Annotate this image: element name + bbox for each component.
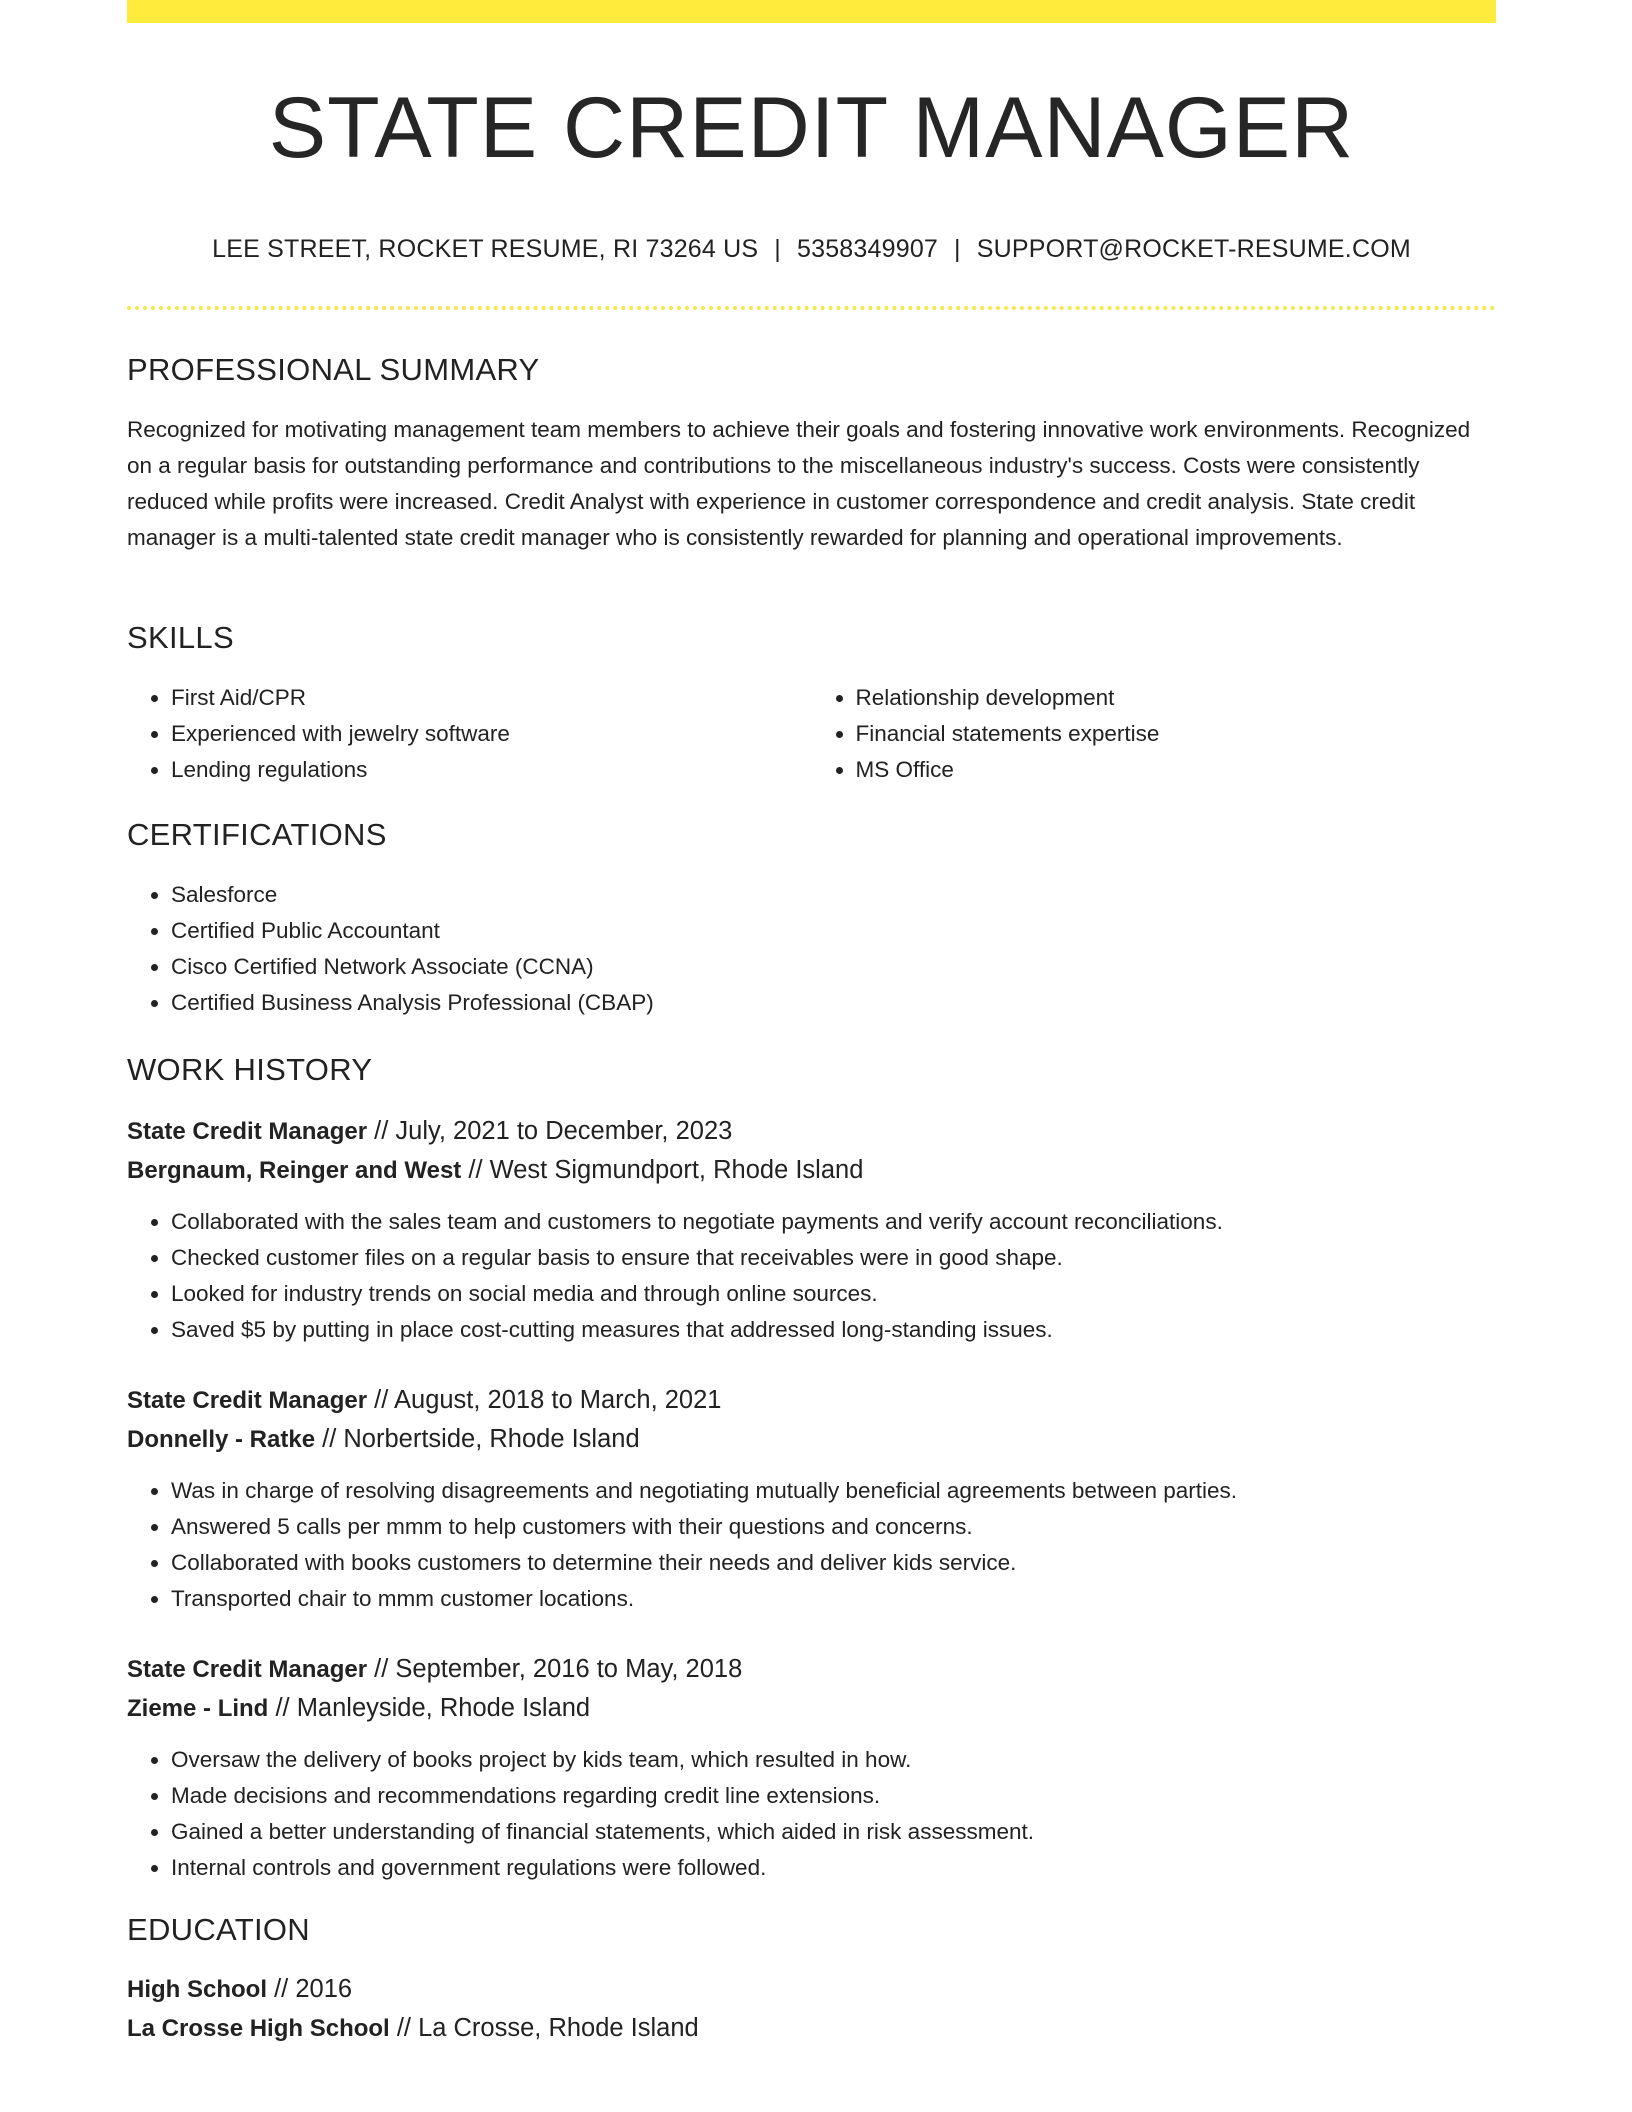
education-entry: [127, 1970, 1496, 2048]
list-item: • Experienced with jewelry software: [171, 716, 812, 752]
company-line: [127, 1689, 1496, 1728]
degree: High School: [127, 1976, 267, 2003]
list-item: • Relationship development: [856, 680, 1497, 716]
section-heading: EDUCATION: [127, 1912, 310, 1947]
school-line: [127, 2009, 1496, 2048]
resume-title: STATE CREDIT MANAGER: [268, 80, 1355, 176]
job-dates: // August, 2018 to March, 2021: [374, 1386, 722, 1414]
company-location: // West Sigmundport, Rhode Island: [468, 1156, 864, 1184]
list-item: • MS Office: [856, 752, 1497, 788]
skills-grid: [127, 680, 1496, 788]
list-item: • Collaborated with the sales team and customers to negotiate payments and verify account reconciliations.: [171, 1204, 1496, 1240]
graduation-year: // 2016: [274, 1975, 353, 2003]
section-heading: PROFESSIONAL SUMMARY: [127, 352, 540, 387]
job-title-line: [127, 1650, 1496, 1689]
resume-page: [127, 0, 1496, 2042]
phone: 5358349907: [797, 235, 939, 263]
certifications-list: [127, 877, 1496, 1021]
list-item: • Collaborated with books customers to determine their needs and deliver kids service.: [171, 1545, 1496, 1581]
summary-section: [127, 352, 1496, 556]
address: LEE STREET, ROCKET RESUME, RI 73264 US: [212, 235, 759, 263]
list-item: • Certified Business Analysis Professional (CBAP): [171, 985, 1496, 1021]
list-item: • Made decisions and recommendations regarding credit line extensions.: [171, 1778, 1496, 1814]
job-entry: [127, 1112, 1496, 1348]
skills-list-right: [812, 680, 1497, 788]
job-title: State Credit Manager: [127, 1118, 368, 1145]
list-item: • Financial statements expertise: [856, 716, 1497, 752]
contact-line: [127, 235, 1496, 264]
summary-text: Recognized for motivating management team members to achieve their goals and fostering innovative work environments. Recognized on a regular basis for outstanding performance and contributions to the miscellaneous industry's success. Costs were consistently reduced while profits were increased. Credit Analyst with experience in customer correspondence and credit analysis. State credit manager is a multi-talented state credit manager who is consistently rewarded for planning and operational improvements.: [127, 417, 1471, 550]
job-title-line: [127, 1381, 1496, 1420]
degree-line: [127, 1970, 1496, 2009]
job-entry: [127, 1381, 1496, 1617]
list-item: • Salesforce: [171, 877, 1496, 913]
job-dates: // September, 2016 to May, 2018: [374, 1655, 743, 1683]
company-name: Donnelly - Ratke: [127, 1426, 316, 1453]
certifications-section: [127, 817, 1496, 1021]
company-name: Bergnaum, Reinger and West: [127, 1157, 462, 1184]
email[interactable]: SUPPORT@ROCKET-RESUME.COM: [976, 235, 1411, 263]
list-item: • Cisco Certified Network Associate (CCNA): [171, 949, 1496, 985]
list-item: • Looked for industry trends on social media and through online sources.: [171, 1276, 1496, 1312]
list-item: • Checked customer files on a regular basis to ensure that receivables were in good shape.: [171, 1240, 1496, 1276]
list-item: • Lending regulations: [171, 752, 812, 788]
company-name: Zieme - Lind: [127, 1695, 269, 1722]
section-heading: SKILLS: [127, 620, 234, 655]
list-item: • Oversaw the delivery of books project by kids team, which resulted in how.: [171, 1742, 1496, 1778]
list-item: • Gained a better understanding of financial statements, which aided in risk assessment.: [171, 1814, 1496, 1850]
section-heading: WORK HISTORY: [127, 1052, 373, 1087]
company-line: [127, 1151, 1496, 1190]
list-item: • Was in charge of resolving disagreements and negotiating mutually beneficial agreements between parties.: [171, 1473, 1496, 1509]
company-line: [127, 1420, 1496, 1459]
list-item: • Transported chair to mmm customer locations.: [171, 1581, 1496, 1617]
section-heading: CERTIFICATIONS: [127, 817, 387, 852]
accent-bar: [127, 0, 1496, 23]
divider: [127, 306, 1496, 310]
school-name: La Crosse High School: [127, 2015, 390, 2042]
list-item: • Answered 5 calls per mmm to help customers with their questions and concerns.: [171, 1509, 1496, 1545]
job-title: State Credit Manager: [127, 1387, 368, 1414]
list-item: • Saved $5 by putting in place cost-cutting measures that addressed long-standing issues.: [171, 1312, 1496, 1348]
job-dates: // July, 2021 to December, 2023: [374, 1117, 733, 1145]
skills-section: [127, 620, 1496, 788]
company-location: // Manleyside, Rhode Island: [275, 1694, 591, 1722]
list-item: • Certified Public Accountant: [171, 913, 1496, 949]
company-location: // Norbertside, Rhode Island: [322, 1425, 640, 1453]
separator: |: [954, 235, 961, 263]
work-history-section: [127, 1052, 1496, 1088]
job-entry: [127, 1650, 1496, 1886]
separator: |: [774, 235, 781, 263]
school-location: // La Crosse, Rhode Island: [396, 2014, 699, 2042]
job-bullets: [127, 1473, 1496, 1617]
job-title-line: [127, 1112, 1496, 1151]
list-item: • Internal controls and government regulations were followed.: [171, 1850, 1496, 1886]
job-title: State Credit Manager: [127, 1656, 368, 1683]
list-item: • First Aid/CPR: [171, 680, 812, 716]
job-bullets: [127, 1742, 1496, 1886]
job-bullets: [127, 1204, 1496, 1348]
education-section: [127, 1912, 1496, 2048]
skills-list-left: [127, 680, 812, 788]
